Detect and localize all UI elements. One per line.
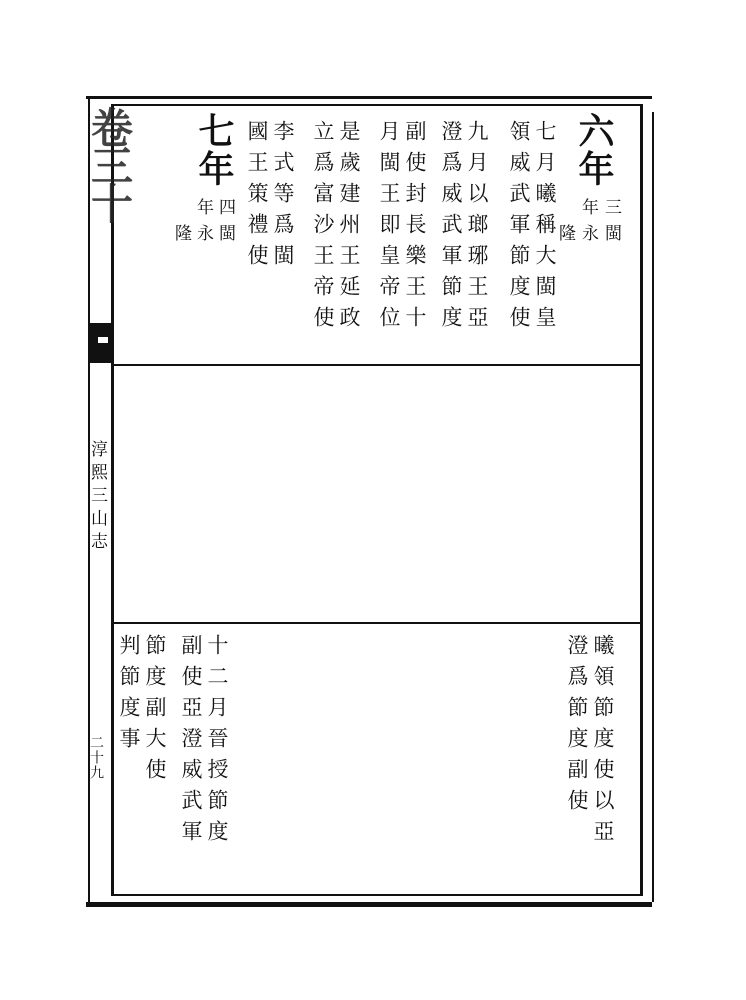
frame-bottom-inner-line (112, 894, 642, 896)
text-column-2: 領威武軍節度使 (507, 120, 531, 337)
divider-upper (112, 364, 642, 366)
year-heading-six: 六年 (573, 112, 615, 188)
frame-bottom-line (86, 902, 652, 907)
frame-top-inner-line (112, 104, 642, 106)
year-note-seven-a: 四閩 (215, 198, 235, 250)
text-column-9: 李式等爲閩 (271, 120, 295, 275)
frame-top-line (86, 96, 652, 99)
year-heading-seven: 七年 (193, 112, 235, 188)
frame-right-line (640, 104, 643, 896)
bottom-left-column-4: 判節度事 (117, 634, 141, 758)
text-column-5: 副使封長樂王十 (403, 120, 427, 337)
margin-book-title-fragment: 卷三十 (85, 106, 134, 220)
bottom-left-column-2: 副使亞澄威武軍 (179, 634, 203, 851)
text-column-1: 七月曦稱大閩皇 (533, 120, 557, 337)
bottom-right-column-1: 曦領節度使以亞 (591, 634, 615, 851)
margin-book-title: 淳熙三山志 (87, 440, 107, 555)
bottom-left-column-3: 節度副大使 (143, 634, 167, 789)
bottom-right-column-2: 澄爲節度副使 (565, 634, 589, 820)
margin-page-number: 二十九 (88, 735, 104, 780)
text-column-8: 立爲富沙王帝使 (311, 120, 335, 337)
text-column-4: 澄爲威武軍節度 (439, 120, 463, 337)
text-column-10: 國王策禮使 (245, 120, 269, 275)
bottom-left-column-1: 十二月晉授節度 (205, 634, 229, 851)
text-column-3: 九月以瑯琊王亞 (465, 120, 489, 337)
fish-tail-mark (88, 323, 114, 363)
year-note-six-b: 年永 (578, 198, 598, 250)
year-note-six-a: 三閩 (601, 198, 621, 250)
year-note-seven-b: 年永 (193, 198, 213, 250)
frame-right-outer-line (652, 112, 654, 902)
text-column-7: 是歲建州王延政 (337, 120, 361, 337)
year-note-six-c: 隆 (555, 198, 575, 250)
text-column-6: 月閩王即皇帝位 (377, 120, 401, 337)
year-note-seven-c: 隆 (171, 198, 191, 250)
divider-lower (112, 622, 642, 624)
